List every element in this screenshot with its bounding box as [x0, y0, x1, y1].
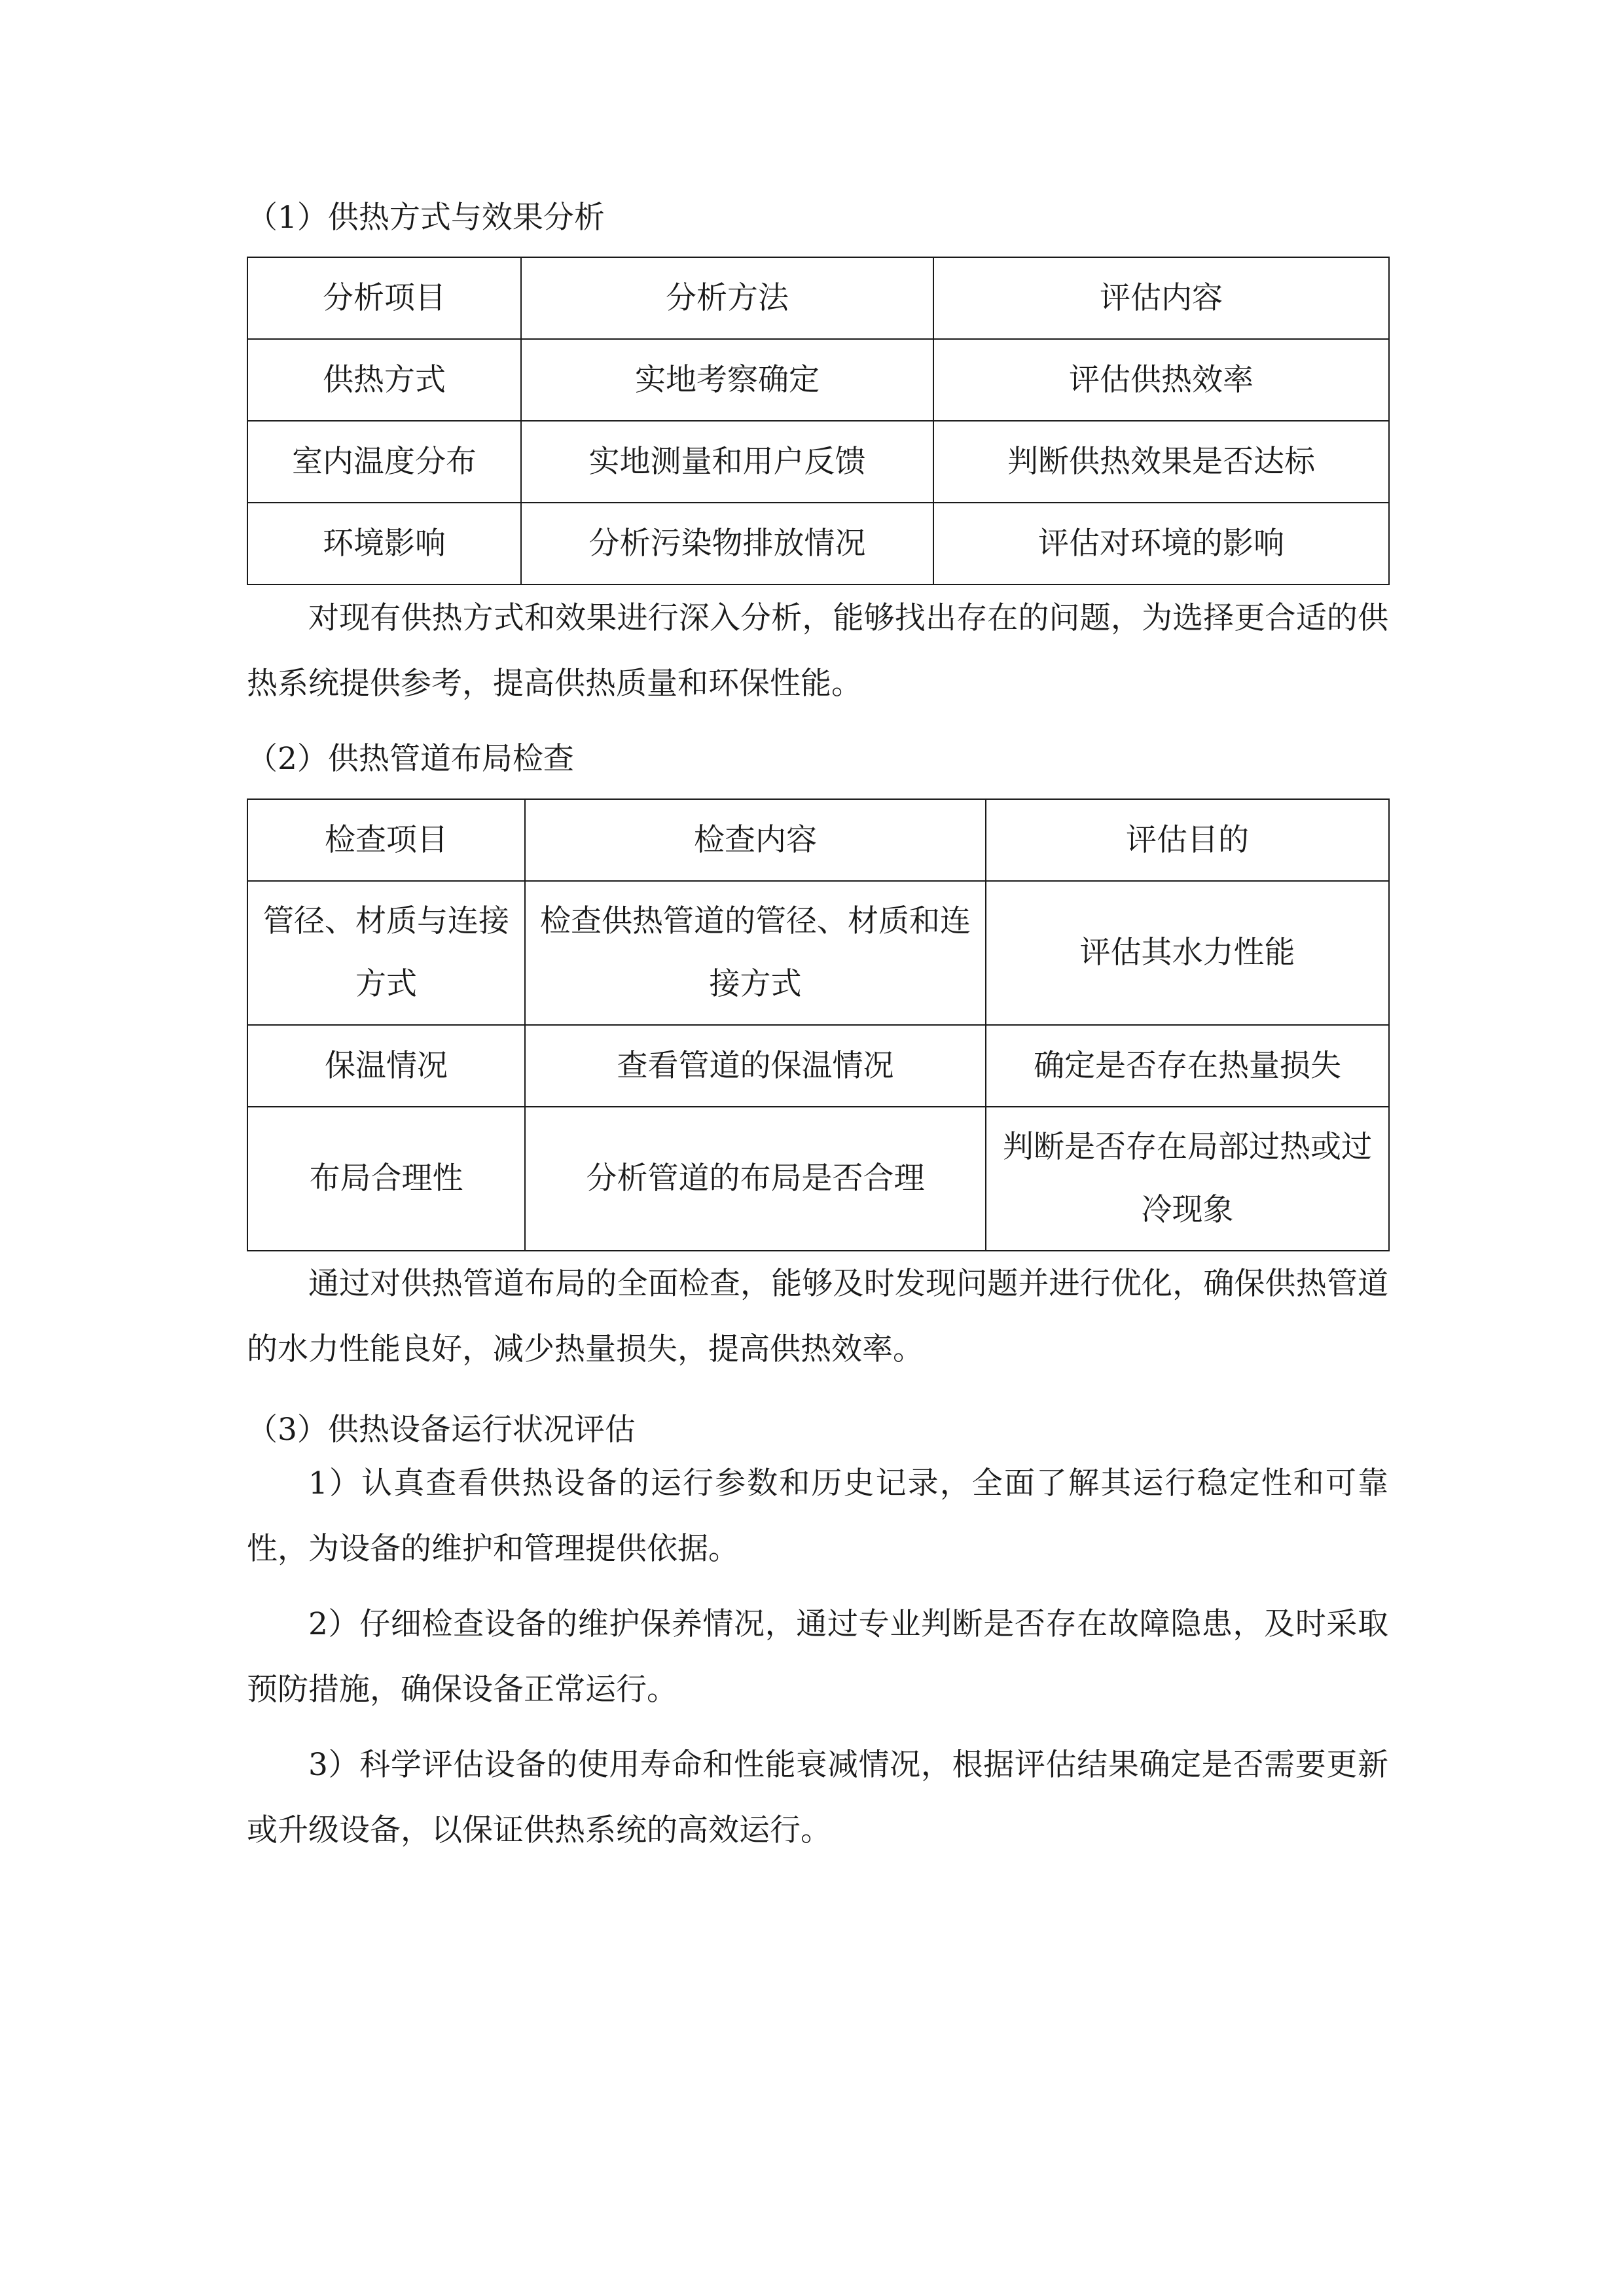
table-row	[247, 881, 1389, 1025]
table-row	[247, 1107, 1389, 1251]
table-header-row	[247, 799, 1389, 881]
table-cell: 分析污染物排放情况	[521, 503, 933, 584]
table-cell: 布局合理性	[247, 1107, 525, 1251]
table-header-cell: 分析方法	[521, 257, 933, 339]
section-3-item: 1）认真查看供热设备的运行参数和历史记录，全面了解其运行稳定性和可靠性，为设备的维护和管理提供依据。	[247, 1465, 1388, 1567]
table-cell: 查看管道的保温情况	[525, 1025, 986, 1107]
section-3-item: 3）科学评估设备的使用寿命和性能衰减情况，根据评估结果确定是否需要更新或升级设备，以保证供热系统的高效运行。	[247, 1747, 1388, 1848]
table-header-row	[247, 257, 1389, 339]
table-cell: 供热方式	[247, 339, 521, 421]
table-cell: 实地考察确定	[521, 339, 933, 421]
section-1-paragraph: 对现有供热方式和效果进行深入分析，能够找出存在的问题，为选择更合适的供热系统提供参考，提高供热质量和环保性能。	[247, 600, 1388, 702]
table-header-cell: 评估内容	[933, 257, 1389, 339]
heating-analysis-table	[247, 257, 1390, 585]
pipeline-inspection-table	[247, 798, 1390, 1251]
table-header-cell: 检查项目	[247, 799, 525, 881]
table-row	[247, 421, 1389, 503]
table-cell: 保温情况	[247, 1025, 525, 1107]
table-cell: 判断是否存在局部过热或过冷现象	[986, 1107, 1389, 1251]
table-cell: 分析管道的布局是否合理	[525, 1107, 986, 1251]
table-cell: 评估其水力性能	[986, 881, 1389, 1025]
table-row	[247, 1025, 1389, 1107]
table-row	[247, 503, 1389, 584]
table-row	[247, 339, 1389, 421]
table-cell: 实地测量和用户反馈	[521, 421, 933, 503]
section-1-heading: （1）供热方式与效果分析	[247, 200, 605, 236]
table-cell: 检查供热管道的管径、材质和连接方式	[525, 881, 986, 1025]
section-3-item: 2）仔细检查设备的维护保养情况，通过专业判断是否存在故障隐患，及时采取预防措施，确保设备正常运行。	[247, 1606, 1388, 1708]
table-cell: 室内温度分布	[247, 421, 521, 503]
section-2-heading: （2）供热管道布局检查	[247, 741, 574, 777]
table-cell: 管径、材质与连接方式	[247, 881, 525, 1025]
table-cell: 评估供热效率	[933, 339, 1389, 421]
table-header-cell: 评估目的	[986, 799, 1389, 881]
table-cell: 环境影响	[247, 503, 521, 584]
section-2-paragraph: 通过对供热管道布局的全面检查，能够及时发现问题并进行优化，确保供热管道的水力性能良好，减少热量损失，提高供热效率。	[247, 1266, 1388, 1367]
table-cell: 确定是否存在热量损失	[986, 1025, 1389, 1107]
table-cell: 判断供热效果是否达标	[933, 421, 1389, 503]
section-3-heading: （3）供热设备运行状况评估	[247, 1412, 636, 1448]
table-header-cell: 分析项目	[247, 257, 521, 339]
table-header-cell: 检查内容	[525, 799, 986, 881]
table-cell: 评估对环境的影响	[933, 503, 1389, 584]
